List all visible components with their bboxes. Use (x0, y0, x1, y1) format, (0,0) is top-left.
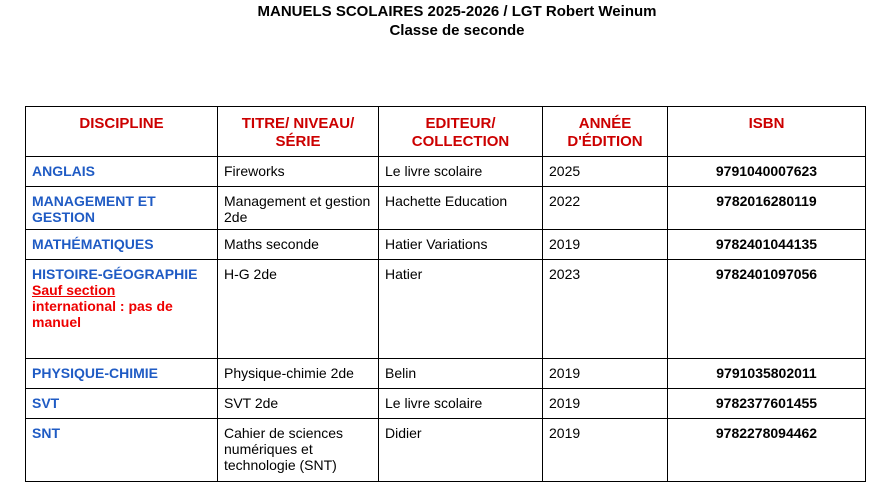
table-row (26, 157, 866, 187)
cell-editeur: Belin (379, 359, 543, 389)
cell-isbn: 9791040007623 (668, 157, 866, 187)
cell-titre: Cahier de sciences numériques et technologie (SNT) (218, 419, 379, 482)
cell-editeur: Le livre scolaire (379, 389, 543, 419)
cell-editeur: Hatier Variations (379, 230, 543, 260)
table-row (26, 419, 866, 482)
discipline-label: HISTOIRE-GÉOGRAPHIE (32, 266, 198, 282)
cell-editeur: Hachette Education (379, 187, 543, 230)
cell-annee: 2025 (543, 157, 668, 187)
cell-isbn: 9782278094462 (668, 419, 866, 482)
cell-isbn: 9782401097056 (668, 260, 866, 359)
cell-titre: SVT 2de (218, 389, 379, 419)
cell-annee: 2019 (543, 419, 668, 482)
cell-annee: 2019 (543, 359, 668, 389)
cell-discipline: ANGLAIS (26, 157, 218, 187)
cell-isbn: 9791035802011 (668, 359, 866, 389)
cell-discipline: SVT (26, 389, 218, 419)
exception-note-rest: international : pas de manuel (32, 298, 173, 330)
exception-note (32, 282, 211, 330)
cell-discipline: SNT (26, 419, 218, 482)
document-header (0, 2, 874, 40)
cell-editeur: Le livre scolaire (379, 157, 543, 187)
cell-isbn: 9782401044135 (668, 230, 866, 260)
cell-discipline: MANAGEMENT ET GESTION (26, 187, 218, 230)
table-row (26, 260, 866, 359)
table-row (26, 389, 866, 419)
table-row (26, 230, 866, 260)
cell-annee: 2022 (543, 187, 668, 230)
cell-discipline (26, 260, 218, 359)
textbook-table (25, 106, 866, 482)
column-header-annee: ANNÉE D'ÉDITION (543, 107, 668, 157)
cell-annee: 2019 (543, 230, 668, 260)
cell-discipline: MATHÉMATIQUES (26, 230, 218, 260)
cell-discipline: PHYSIQUE-CHIMIE (26, 359, 218, 389)
document-subtitle: Classe de seconde (389, 22, 525, 39)
document-title: MANUELS SCOLAIRES 2025-2026 / LGT Robert Weinum (257, 3, 657, 20)
cell-titre: Physique-chimie 2de (218, 359, 379, 389)
cell-titre: Fireworks (218, 157, 379, 187)
exception-note-underlined: Sauf section (32, 282, 116, 298)
cell-editeur: Didier (379, 419, 543, 482)
table-row (26, 359, 866, 389)
column-header-discipline: DISCIPLINE (26, 107, 218, 157)
column-header-titre: TITRE/ NIVEAU/ SÉRIE (218, 107, 379, 157)
cell-isbn: 9782016280119 (668, 187, 866, 230)
column-header-editeur: EDITEUR/ COLLECTION (379, 107, 543, 157)
cell-editeur: Hatier (379, 260, 543, 359)
cell-titre: Management et gestion 2de (218, 187, 379, 230)
cell-titre: Maths seconde (218, 230, 379, 260)
cell-annee: 2023 (543, 260, 668, 359)
table-header-row (26, 107, 866, 157)
cell-annee: 2019 (543, 389, 668, 419)
table-row (26, 187, 866, 230)
column-header-isbn: ISBN (668, 107, 866, 157)
cell-isbn: 9782377601455 (668, 389, 866, 419)
cell-titre: H-G 2de (218, 260, 379, 359)
